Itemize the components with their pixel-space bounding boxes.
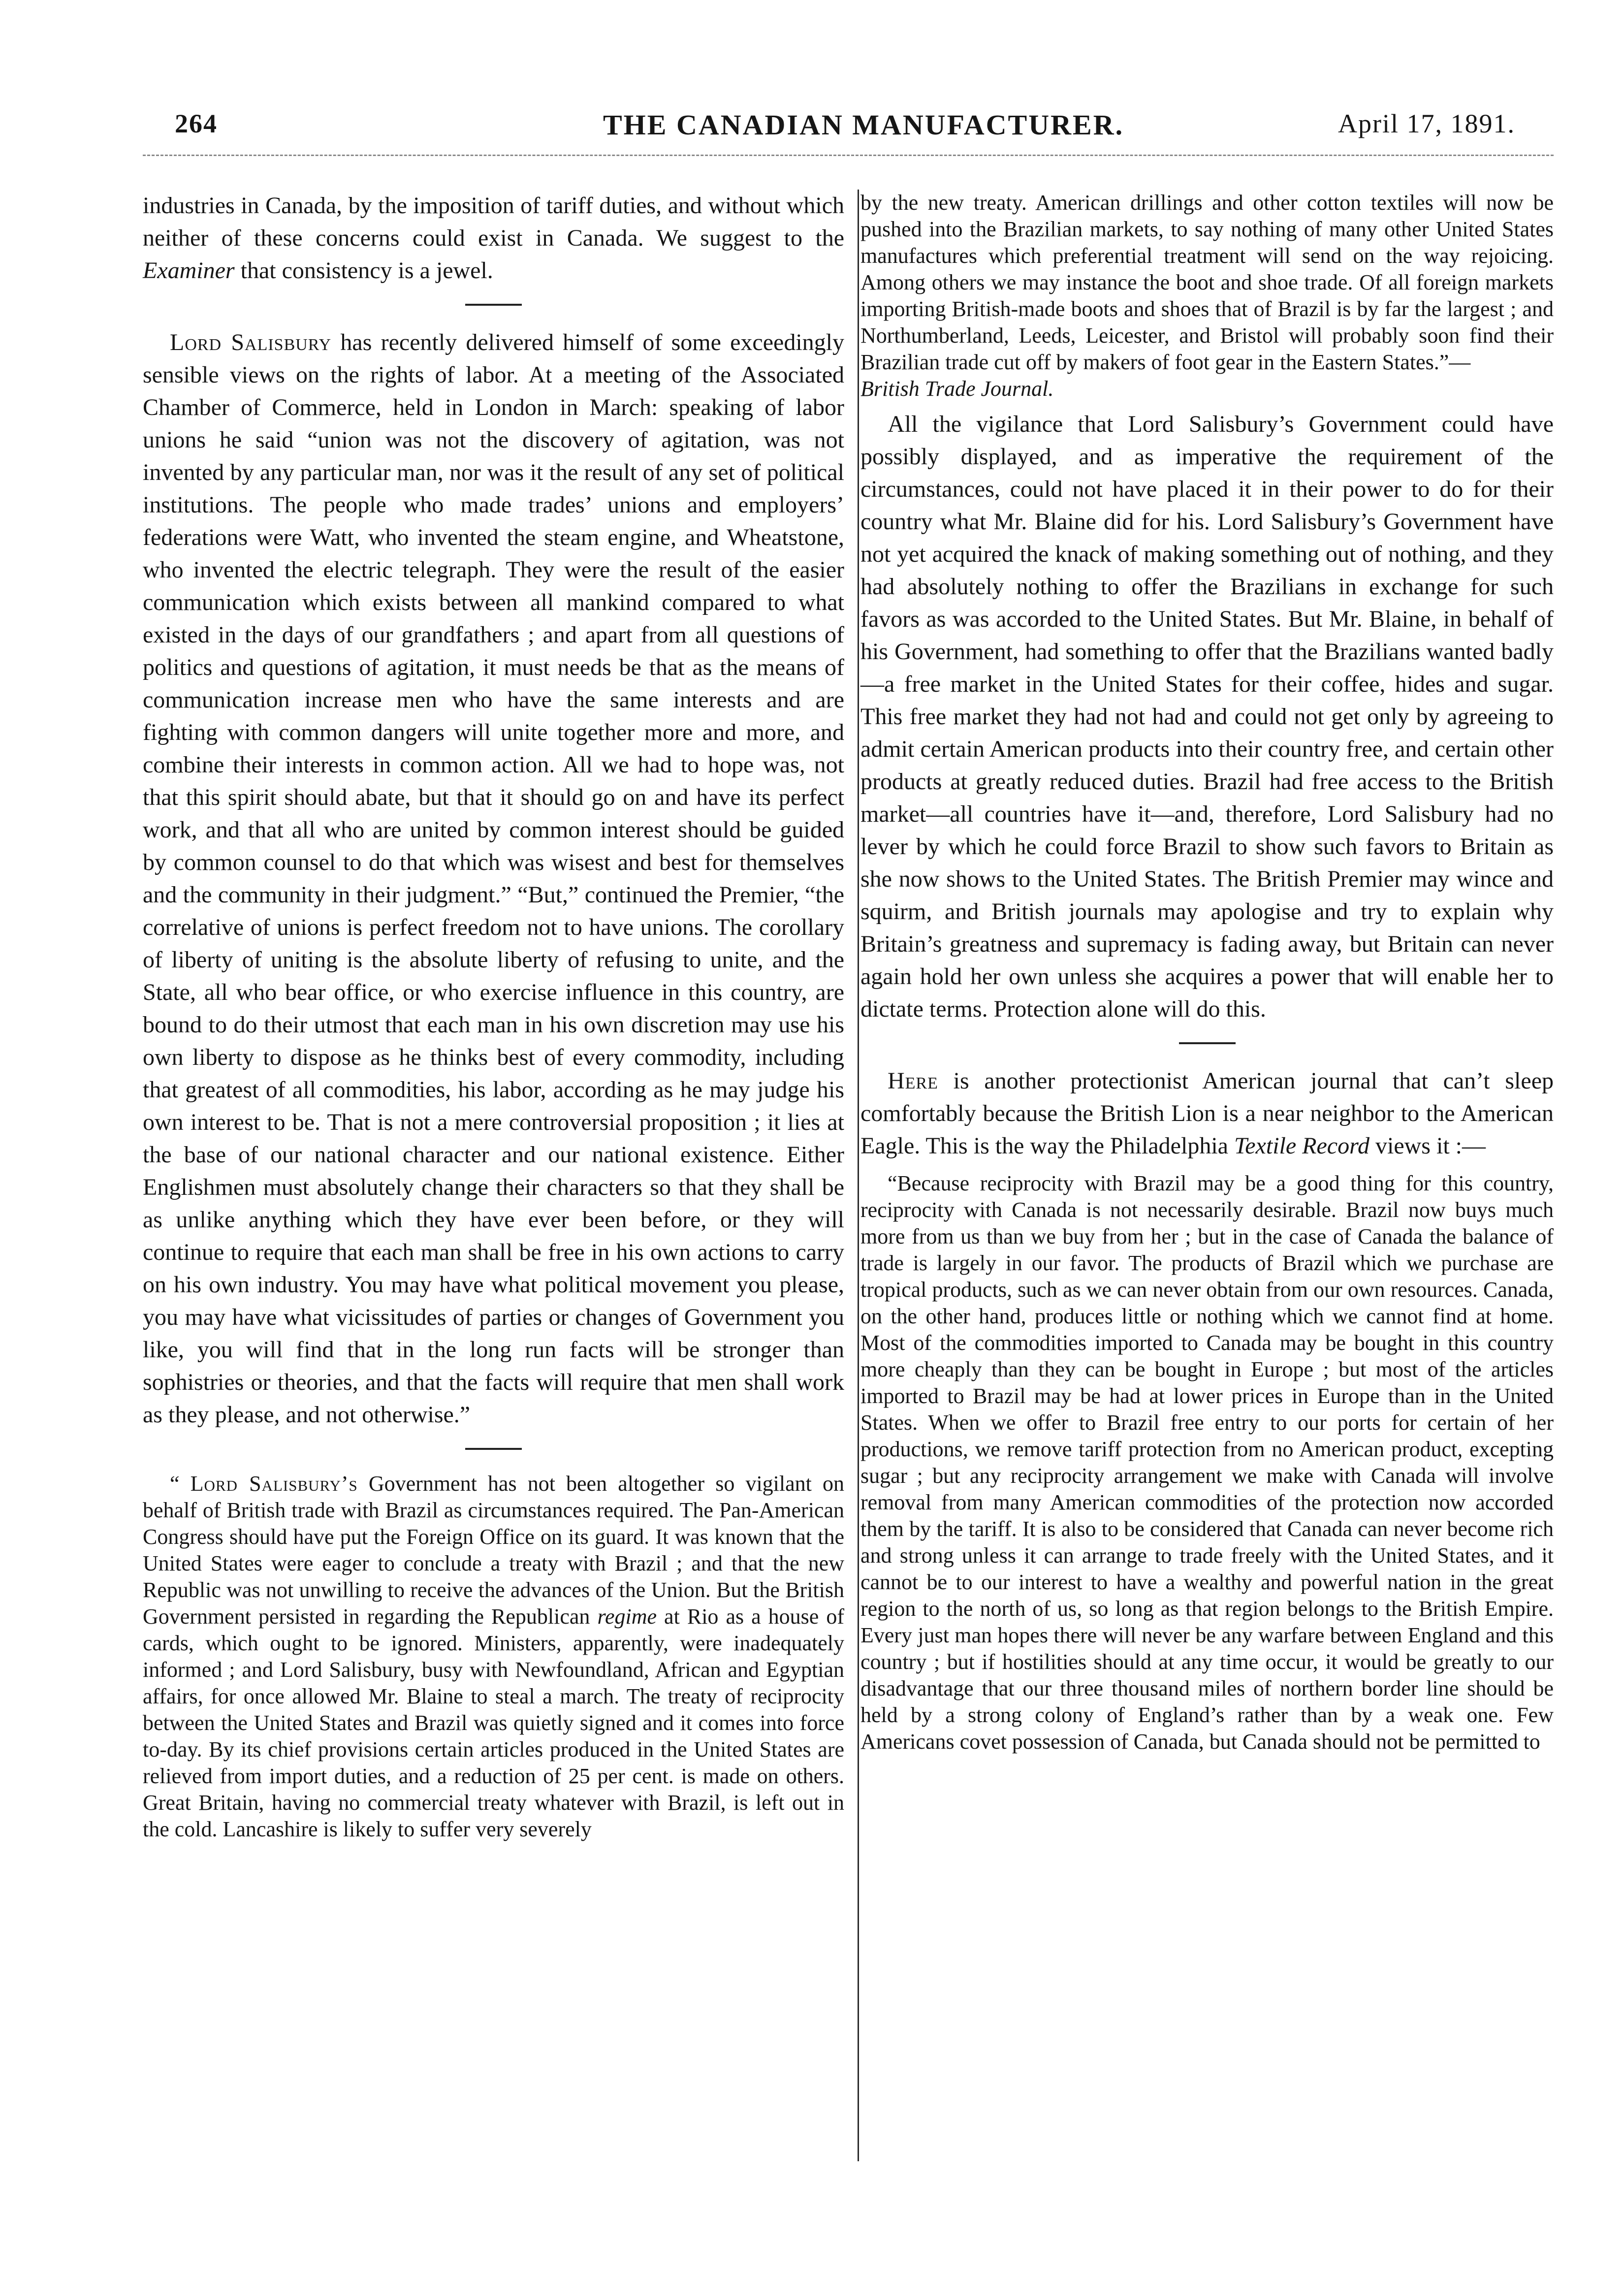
- italic-publication-name: Examiner: [143, 257, 235, 284]
- quotation-text: by the new treaty. American drillings and other cotton textiles will now be pushed into the Brazilian markets, to say nothing of many other United States manufactures which preferential treatment will send on the way rejoicing. Among others we may instance the boot and shoe trade. Of all foreign markets importing British-made boots and shoes that of Brazil is by far the largest ; and Northumberland, Leeds, Leicester, and Bristol will probably soon find their Brazilian trade cut off by makers of foot gear in the Eastern States.”—: [860, 191, 1554, 374]
- paragraph-text: industries in Canada, by the imposition of tariff duties, and without which neither of these concerns could exist in Canada. We suggest to the: [143, 192, 844, 251]
- header-rule: [143, 155, 1554, 156]
- paragraph-text: that consistency is a jewel.: [234, 257, 493, 284]
- paragraph-text: All the vigilance that Lord Salisbury’s Government could have possibly displayed, and as imperative the requirement of the circumstances, could not have placed it in their power to do for their country what Mr. Blaine did for his. Lord Salisbury’s Government have not yet acquired the knack of making something out of nothing, and they had absolutely nothing to offer the Brazilians in exchange for such favors as was accorded to the United States. But Mr. Blaine, in behalf of his Government, had something to offer that the Brazilians wanted badly—a free market in the United States for their coffee, hides and sugar. This free market they had not had and could not get only by agreeing to admit certain American products into their country free, and certain other products at greatly reduced duties. Brazil had free access to the British market—all countries have it—and, therefore, Lord Salisbury had no lever by which he could force Brazil to show such favors to Britain as she now shows to the United States. The British Premier may wince and squirm, and British journals may apologise and try to explain why Britain’s greatness and supremacy is fading away, but Britain can never again hold her own unless she acquires a power that will enable her to dictate terms. Protection alone will do this.: [860, 411, 1554, 1022]
- issue-date: April 17, 1891.: [1338, 109, 1515, 138]
- paragraph-vigilance: [860, 408, 1554, 1025]
- quotation-text: “Because reciprocity with Brazil may be a good thing for this country, reciprocity with Canada is not necessarily desirable. Brazil now buys much more from us than we buy from her ; but in the case of Canada the balance of trade is largely in our favor. The products of Brazil which we purchase are tropical products, such as we can never obtain from our own resources. Canada, on the other hand, produces little or nothing which we cannot find at home. Most of the commodities imported to Canada may be bought in this country more cheaply than they can be bought in Europe ; but most of the articles imported to Brazil may be had at lower prices in Europe than in the United States. When we offer to Brazil free entry to our ports for certain of her productions, we remove tariff protection from no American product, excepting sugar ; but any reciprocity arrangement we make with Canada will involve removal from many American commodities of the protection now accorded them by the tariff. It is also to be considered that Canada can never become rich and strong unless it can arrange to trade freely with the United States, and it cannot be to our interest to have a wealthy and powerful nation in the great region to the north of us, so long as that region belongs to the British Empire. Every just man hopes there will never be any warfare between England and this country ; but if hostilities should at any time occur, it would be greatly to our disadvantage that our three thousand miles of northern border line should be held by a strong colony of England’s rather than by a weak one. Few Americans covet possession of Canada, but Canada should not be permitted to: [860, 1171, 1554, 1754]
- paragraph-text: is another protectionist American journal that can’t sleep comfortably because the British Lion is a near neighbor to the American Eagle. This is the way the Philadelphia: [860, 1068, 1554, 1159]
- lead-in-smallcaps: Lord Salisbury’s: [190, 1472, 358, 1496]
- section-separator: [1179, 1042, 1236, 1044]
- publication-title: THE CANADIAN MANUFACTURER.: [603, 109, 1124, 141]
- section-separator: [465, 1448, 522, 1450]
- lead-in-smallcaps: Here: [888, 1068, 938, 1094]
- section-separator: [465, 304, 522, 306]
- column-divider: [858, 190, 859, 2161]
- quotation-source: British Trade Journal.: [860, 377, 1054, 401]
- paragraph-text: views it :—: [1369, 1133, 1486, 1159]
- quotation-trade-journal: [143, 1471, 844, 1843]
- quotation-text: at Rio as a house of cards, which ought to be ignored. Ministers, apparently, were inadequately informed ; and Lord Salisbury, busy with Newfoundland, African and Egyptian affairs, for once allowed Mr. Blaine to steal a march. The treaty of reciprocity between the United States and Brazil was quietly signed and it comes into force to-day. By its chief provisions certain articles produced in the United States are relieved from import duties, and a reduction of 25 per cent. is made on others. Great Britain, having no commercial treaty whatever with Brazil, is left out in the cold. Lancashire is likely to suffer very severely: [143, 1604, 845, 1841]
- page-header: [0, 108, 1624, 148]
- paragraph-textile-record: [860, 1065, 1554, 1162]
- lead-in-smallcaps: Lord Salisbury: [170, 329, 332, 355]
- paragraph-text: has recently delivered himself of some exceedingly sensible views on the rights of labor. At a meeting of the Associated Chamber of Commerce, held in London in March: speaking of labor unions he said “union was not the discovery of agitation, was not invented by any particular man, nor was it the result of any set of political institutions. The people who made trades’ unions and employers’ federations were Watt, who invented the steam engine, and Wheatstone, who invented the electric telegraph. They were the result of the easier communication which exists between all mankind compared to what existed in the days of our grandfathers ; and apart from all questions of politics and questions of agitation, it must needs be that as the means of communication increase men who have the same interests and are fighting with common dangers will unite together more and more, and combine their interests in common action. All we had to hope was, not that this spirit should abate, but that it should go on and have its perfect work, and that all who are united by common interest should be guided by common counsel to do that which was wisest and best for themselves and the community in their judgment.” “But,” continued the Premier, “the correlative of unions is perfect freedom not to have unions. The corollary of liberty of uniting is the absolute liberty of refusing to unite, and the State, all who bear office, or who exercise influence in this country, are bound to do their utmost that each man in his own discretion may use his own liberty to dispose as he thinks best of every commodity, including that greatest of all commodities, his labor, according as he may judge his own interest to be. That is not a mere controversial proposition ; it lies at the base of our national character and our national existence. Either Englishmen must absolutely change their characters so that they shall be as unlike anything which they have ever been before, or they will continue to require that each man shall be free in his own actions to carry on his own industry. You may have what political movement you please, you may have what vicissitudes of parties or changes of Government you like, you will find that in the long run facts will be stronger than sophistries or theories, and that the facts will require that men shall work as they please, and not otherwise.”: [143, 329, 844, 1428]
- page-number: 264: [175, 109, 218, 138]
- italic-publication-name: Textile Record: [1234, 1133, 1369, 1159]
- quotation-text: Government has not been altogether so vigilant on behalf of British trade with Brazil as circumstances required. The Pan-American Congress should have put the Foreign Office on its guard. It was known that the United States were eager to conclude a treaty with Brazil ; and that the new Republic was not unwilling to receive the advances of the Union. But the British Government persisted in regarding the Republican: [143, 1472, 845, 1629]
- quotation-continued: [860, 190, 1554, 402]
- paragraph-salisbury-labor: [143, 326, 844, 1431]
- quotation-textile-record: [860, 1170, 1554, 1755]
- paragraph-consistency: [143, 190, 844, 287]
- italic-word: regime: [597, 1604, 657, 1629]
- open-quote: “: [170, 1472, 191, 1496]
- left-column: [143, 190, 844, 1843]
- right-column: [860, 190, 1554, 1755]
